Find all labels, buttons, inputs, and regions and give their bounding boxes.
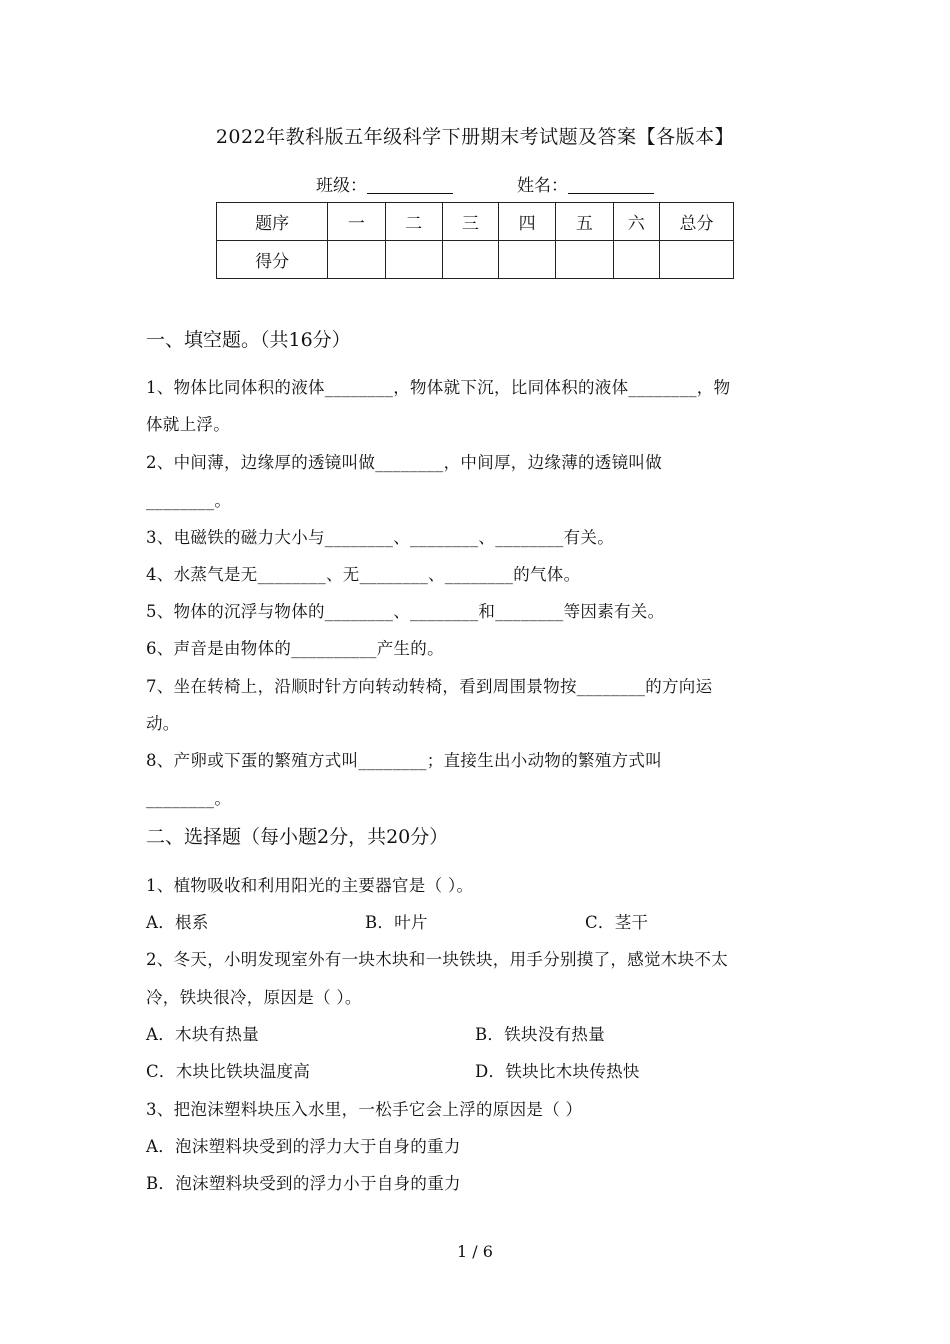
score-cell[interactable] bbox=[385, 241, 442, 279]
section-heading-fill-blank: 一、填空题。（共16分） bbox=[146, 329, 351, 351]
question-line: 体就上浮。 bbox=[146, 415, 230, 434]
option-d[interactable]: D．铁块比木块传热快 bbox=[475, 1062, 640, 1081]
question-line: 7、坐在转椅上，沿顺时针方向转动转椅，看到周围景物按________的方向运 bbox=[146, 677, 713, 696]
question-line: ________。 bbox=[146, 789, 232, 808]
option-a[interactable]: A．根系 bbox=[146, 913, 209, 932]
question-stem: 3、把泡沫塑料块压入水里，一松手它会上浮的原因是（ ） bbox=[146, 1100, 583, 1119]
question-line: 8、产卵或下蛋的繁殖方式叫________；直接生出小动物的繁殖方式叫 bbox=[146, 751, 662, 770]
header-cell: 题序 bbox=[217, 203, 328, 241]
header-cell: 总分 bbox=[659, 203, 733, 241]
class-label: 班级： bbox=[316, 176, 367, 196]
score-cell[interactable] bbox=[499, 241, 556, 279]
option-a[interactable]: A．泡沫塑料块受到的浮力大于自身的重力 bbox=[146, 1137, 461, 1156]
question-line: 动。 bbox=[146, 714, 180, 733]
question-line: 6、声音是由物体的__________产生的。 bbox=[146, 639, 444, 658]
name-blank[interactable] bbox=[568, 175, 654, 194]
question-line: 3、电磁铁的磁力大小与________、________、________有关。 bbox=[146, 528, 614, 547]
question-stem: 1、植物吸收和利用阳光的主要器官是（ ）。 bbox=[146, 876, 474, 895]
score-row-label: 得分 bbox=[217, 241, 328, 279]
header-cell: 一 bbox=[328, 203, 385, 241]
question-line: 5、物体的沉浮与物体的________、________和________等因素有关。 bbox=[146, 602, 665, 621]
option-b[interactable]: B．铁块没有热量 bbox=[475, 1025, 606, 1044]
question-line: 2、中间薄，边缘厚的透镜叫做________，中间厚，边缘薄的透镜叫做 bbox=[146, 453, 662, 472]
question-stem: 2、冬天，小明发现室外有一块木块和一块铁块，用手分别摸了，感觉木块不太 bbox=[146, 950, 728, 969]
option-a[interactable]: A．木块有热量 bbox=[146, 1025, 260, 1044]
section-heading-multiple-choice: 二、选择题（每小题2分，共20分） bbox=[146, 826, 449, 848]
score-table-score-row bbox=[217, 241, 734, 279]
question-line: 4、水蒸气是无________、无________、________的气体。 bbox=[146, 565, 581, 584]
option-b[interactable]: B．叶片 bbox=[365, 913, 428, 932]
class-blank[interactable] bbox=[367, 175, 453, 194]
option-c[interactable]: C．木块比铁块温度高 bbox=[146, 1062, 311, 1081]
option-c[interactable]: C．茎干 bbox=[585, 913, 649, 932]
option-b[interactable]: B．泡沫塑料块受到的浮力小于自身的重力 bbox=[146, 1174, 461, 1193]
name-field[interactable] bbox=[517, 171, 654, 196]
header-cell: 六 bbox=[613, 203, 659, 241]
header-cell: 三 bbox=[442, 203, 498, 241]
score-table-header-row bbox=[217, 203, 734, 241]
header-cell: 四 bbox=[499, 203, 556, 241]
question-stem: 冷，铁块很冷，原因是（ ）。 bbox=[146, 988, 362, 1007]
document-title: 2022年教科版五年级科学下册期末考试题及答案【各版本】 bbox=[215, 126, 735, 148]
score-table bbox=[216, 202, 734, 279]
class-field[interactable] bbox=[316, 171, 453, 196]
question-line: ________。 bbox=[146, 491, 232, 510]
name-label: 姓名： bbox=[517, 176, 568, 196]
page-number: 1 / 6 bbox=[457, 1242, 493, 1261]
score-cell[interactable] bbox=[328, 241, 385, 279]
question-line: 1、物体比同体积的液体________，物体就下沉，比同体积的液体________，物 bbox=[146, 378, 731, 397]
score-cell[interactable] bbox=[442, 241, 498, 279]
score-cell[interactable] bbox=[659, 241, 733, 279]
header-cell: 二 bbox=[385, 203, 442, 241]
score-cell[interactable] bbox=[556, 241, 613, 279]
header-cell: 五 bbox=[556, 203, 613, 241]
score-cell[interactable] bbox=[613, 241, 659, 279]
